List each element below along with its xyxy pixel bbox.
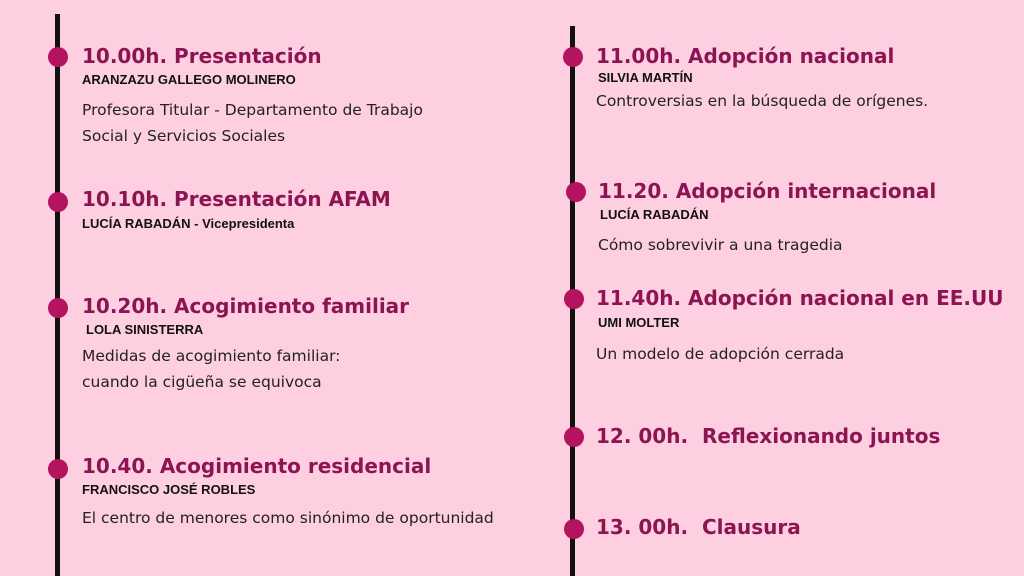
session-title: 11.40h. Adopción nacional en EE.UU [596, 286, 1004, 310]
session-title: 12. 00h. Reflexionando juntos [596, 424, 941, 448]
session-description: Controversias en la búsqueda de orígenes. [596, 92, 929, 110]
session-description: Un modelo de adopción cerrada [596, 345, 845, 363]
timeline-dot [564, 427, 584, 447]
session-title: 13. 00h. Clausura [596, 515, 801, 539]
timeline-dot [566, 182, 586, 202]
speaker-name: SILVIA MARTÍN [598, 70, 693, 85]
session-description: Cómo sobrevivir a una tragedia [598, 236, 843, 254]
speaker-name: LOLA SINISTERRA [86, 322, 204, 337]
speaker-name: LUCÍA RABADÁN [600, 207, 709, 222]
timeline-dot [48, 459, 68, 479]
speaker-name: ARANZAZU GALLEGO MOLINERO [82, 72, 296, 87]
session-description: Profesora Titular - Departamento de Trabajo Social y Servicios Sociales [82, 101, 423, 145]
timeline-dot [48, 298, 68, 318]
session-description: El centro de menores como sinónimo de oportunidad [82, 509, 494, 527]
speaker-name: UMI MOLTER [598, 315, 680, 330]
timeline-dot [48, 192, 68, 212]
session-title: 10.40. Acogimiento residencial [82, 454, 432, 478]
timeline-left-line [55, 14, 60, 576]
session-title: 11.20. Adopción internacional [598, 179, 937, 203]
session-title: 10.10h. Presentación AFAM [82, 187, 391, 211]
timeline-dot [563, 47, 583, 67]
speaker-name: LUCÍA RABADÁN - Vicepresidenta [82, 216, 295, 231]
timeline-dot [48, 47, 68, 67]
session-title: 10.20h. Acogimiento familiar [82, 294, 410, 318]
session-title: 10.00h. Presentación [82, 44, 322, 68]
timeline-dot [564, 289, 584, 309]
speaker-name: FRANCISCO JOSÉ ROBLES [82, 482, 256, 497]
timeline-dot [564, 519, 584, 539]
session-title: 11.00h. Adopción nacional [596, 44, 895, 68]
session-description: Medidas de acogimiento familiar: cuando la cigüeña se equivoca [82, 347, 341, 391]
